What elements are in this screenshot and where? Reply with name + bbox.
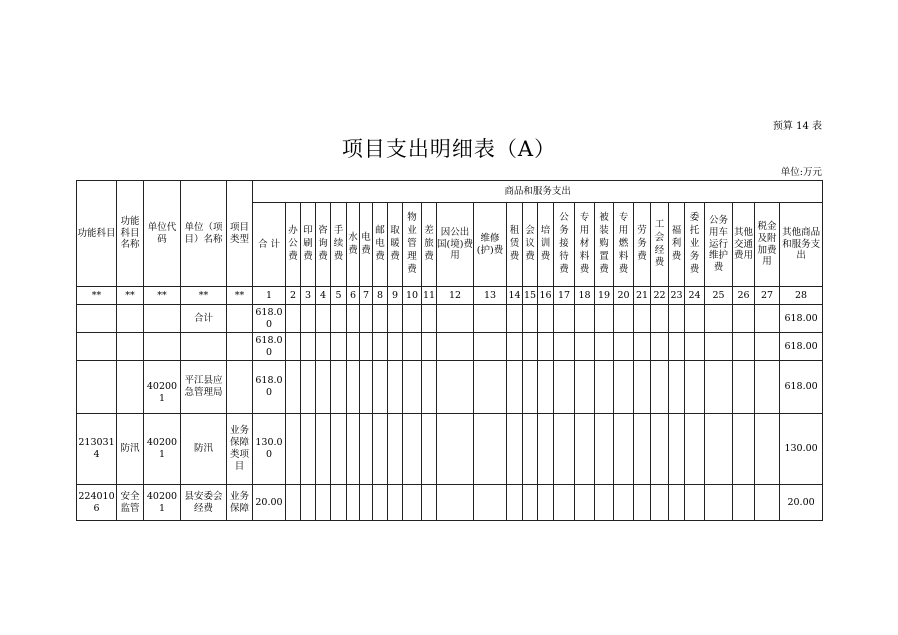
header-col-9: 取暖费 [388,203,403,287]
header-col-4: 咨询费 [316,203,331,287]
header-col-22: 工会经费 [651,203,669,287]
index-cell: 21 [634,287,651,305]
other-goods-services-cell: 618.00 [780,333,823,361]
index-cell: 3 [301,287,316,305]
index-row [77,287,823,305]
unit-code-cell [144,305,181,333]
func-name-cell [117,333,144,361]
total-cell: 618.00 [253,333,286,361]
func-name-cell [117,305,144,333]
index-cell: 19 [595,287,614,305]
header-col-14: 租赁费 [507,203,523,287]
total-cell: 130.00 [253,414,286,485]
header-col-21: 劳务费 [634,203,651,287]
header-col-13: 维修(护)费 [474,203,507,287]
func-code-cell [77,305,117,333]
table-row [77,305,823,333]
func-code-cell: 2240106 [77,485,117,521]
index-cell: 16 [538,287,554,305]
func-name-cell [117,361,144,414]
index-cell: ** [117,287,144,305]
index-cell: ** [144,287,181,305]
index-cell: 11 [422,287,437,305]
project-expenditure-table [76,180,823,521]
index-cell: 14 [507,287,523,305]
header-col-25: 公务用车运行维护费 [705,203,733,287]
header-total: 合 计 [253,203,286,287]
index-cell: 17 [554,287,575,305]
index-cell: 9 [388,287,403,305]
index-cell: 15 [523,287,538,305]
table-row [77,414,823,485]
header-unit-code: 单位代码 [144,181,181,287]
header-col-8: 邮电费 [373,203,388,287]
header-col-28: 其他商品和服务支出 [780,203,823,287]
header-col-12: 因公出国(境)费用 [437,203,474,287]
header-col-11: 差旅费 [422,203,437,287]
header-col-6: 水费 [347,203,360,287]
index-cell: 26 [733,287,755,305]
index-cell: 22 [651,287,669,305]
index-cell: 25 [705,287,733,305]
total-cell: 618.00 [253,305,286,333]
index-cell: 23 [669,287,685,305]
index-cell: 6 [347,287,360,305]
unit-label: 单位:万元 [780,167,822,178]
header-col-19: 被装购置费 [595,203,614,287]
header-col-26: 其他交通费用 [733,203,755,287]
project-type-cell: 业务保障 [227,485,253,521]
header-func-code: 功能科目 [77,181,117,287]
header-col-15: 会议费 [523,203,538,287]
unit-name-cell [181,333,227,361]
header-col-5: 手续费 [331,203,347,287]
table-row [77,333,823,361]
page-title: 项目支出明细表（A） [341,137,557,161]
total-cell: 618.00 [253,361,286,414]
index-cell: 18 [575,287,595,305]
table-number-label: 预算 14 表 [772,121,822,132]
header-col-23: 福利费 [669,203,685,287]
index-cell: 20 [614,287,634,305]
header-col-2: 办公费 [286,203,301,287]
table-row [77,485,823,521]
unit-code-cell: 402001 [144,485,181,521]
project-type-cell: 业务保障类项目 [227,414,253,485]
unit-name-cell: 县安委会经费 [181,485,227,521]
index-cell: 8 [373,287,388,305]
header-col-10: 物业管理费 [403,203,422,287]
func-name-cell: 防汛 [117,414,144,485]
project-type-cell [227,305,253,333]
header-func-name: 功能科目名称 [117,181,144,287]
header-row-group [77,181,823,203]
index-cell: 7 [360,287,373,305]
func-code-cell [77,361,117,414]
index-cell: 27 [755,287,780,305]
header-col-3: 印刷费 [301,203,316,287]
other-goods-services-cell: 130.00 [780,414,823,485]
index-cell: 10 [403,287,422,305]
total-cell: 20.00 [253,485,286,521]
index-cell: ** [77,287,117,305]
other-goods-services-cell: 618.00 [780,361,823,414]
unit-code-cell [144,333,181,361]
unit-code-cell: 402001 [144,414,181,485]
header-col-24: 委托业务费 [685,203,705,287]
table-row [77,361,823,414]
header-project-type: 项目类型 [227,181,253,287]
index-cell: 12 [437,287,474,305]
index-cell: ** [227,287,253,305]
other-goods-services-cell: 20.00 [780,485,823,521]
func-name-cell: 安全监管 [117,485,144,521]
project-type-cell [227,333,253,361]
index-cell: 28 [780,287,823,305]
unit-name-cell: 合计 [181,305,227,333]
header-goods-services: 商品和服务支出 [253,181,823,203]
func-code-cell [77,333,117,361]
unit-code-cell: 402001 [144,361,181,414]
index-cell: ** [181,287,227,305]
header-col-20: 专用燃料费 [614,203,634,287]
unit-name-cell: 防汛 [181,414,227,485]
func-code-cell: 2130314 [77,414,117,485]
other-goods-services-cell: 618.00 [780,305,823,333]
header-col-17: 公务接待费 [554,203,575,287]
header-col-18: 专用材料费 [575,203,595,287]
header-col-7: 电费 [360,203,373,287]
header-col-16: 培训费 [538,203,554,287]
index-cell: 13 [474,287,507,305]
index-cell: 2 [286,287,301,305]
header-col-27: 税金及附加费用 [755,203,780,287]
index-cell: 5 [331,287,347,305]
index-cell: 24 [685,287,705,305]
index-cell: 1 [253,287,286,305]
header-unit-name: 单位（项目）名称 [181,181,227,287]
index-cell: 4 [316,287,331,305]
unit-name-cell: 平江县应急管理局 [181,361,227,414]
project-type-cell [227,361,253,414]
